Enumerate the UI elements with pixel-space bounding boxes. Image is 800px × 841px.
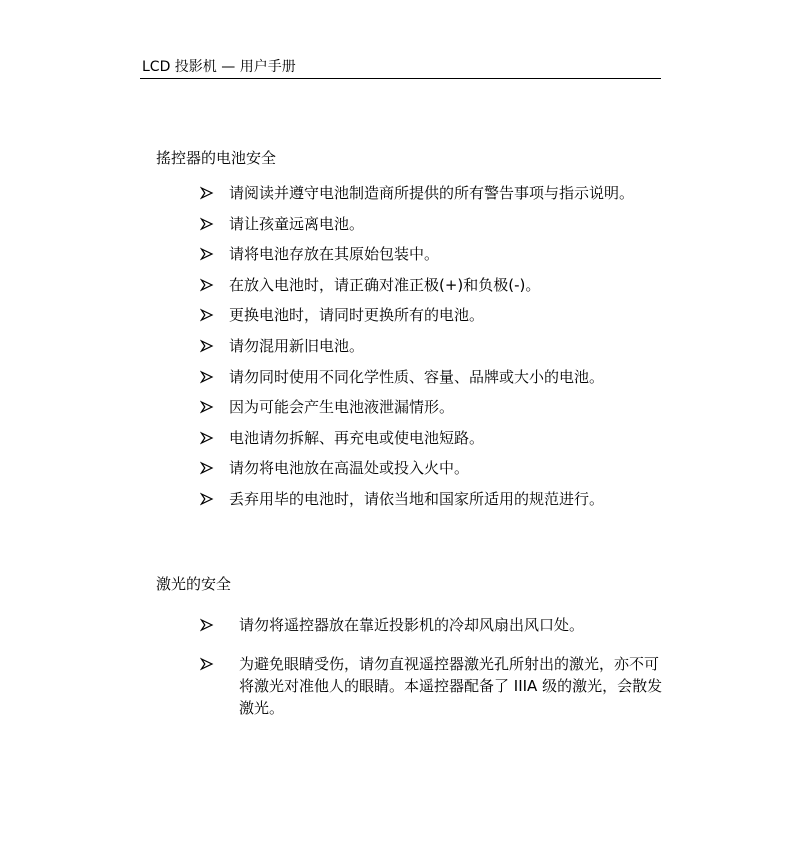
list-item bbox=[200, 366, 640, 388]
battery-safety-list bbox=[200, 182, 640, 519]
list-item-text: 请勿同时使用不同化学性质、容量、品牌或大小的电池。 bbox=[229, 367, 605, 386]
list-item bbox=[200, 427, 640, 449]
list-item bbox=[200, 274, 640, 296]
list-item-text: 丢弃用毕的电池时，请依当地和国家所适用的规范进行。 bbox=[229, 489, 605, 508]
list-item bbox=[200, 213, 640, 235]
list-item bbox=[200, 335, 640, 357]
section-title-laser-safety: 激光的安全 bbox=[156, 575, 232, 593]
list-item-text: 在放入电池时，请正确对准正极(+)和负极(-)。 bbox=[229, 275, 541, 294]
list-item-text: 请勿将遥控器放在靠近投影机的冷却风扇出风口处。 bbox=[239, 616, 585, 634]
arrow-bullet-icon bbox=[200, 304, 214, 326]
arrow-bullet-icon bbox=[200, 427, 214, 449]
list-item-text: 请让孩童远离电池。 bbox=[229, 214, 365, 233]
header-title: LCD 投影机 — 用户手册 bbox=[142, 59, 296, 75]
arrow-bullet-icon bbox=[200, 243, 214, 265]
arrow-bullet-icon bbox=[200, 396, 214, 418]
list-item bbox=[200, 182, 640, 204]
laser-safety-list bbox=[200, 614, 670, 736]
list-item-text: 请将电池存放在其原始包装中。 bbox=[229, 245, 440, 264]
list-item-text: 为避免眼睛受伤，请勿直视遥控器激光孔所射出的激光，亦不可将激光对准他人的眼睛。本遥控器配备了 IIIA 级的激光，会散发激光。 bbox=[239, 655, 663, 717]
list-item-text: 因为可能会产生电池液泄漏情形。 bbox=[229, 398, 455, 417]
list-item bbox=[200, 243, 640, 265]
arrow-bullet-icon bbox=[200, 653, 214, 675]
arrow-bullet-icon bbox=[200, 457, 214, 479]
list-item bbox=[200, 614, 670, 636]
arrow-bullet-icon bbox=[200, 335, 214, 357]
arrow-bullet-icon bbox=[200, 182, 214, 204]
page-header bbox=[140, 58, 661, 79]
list-item bbox=[200, 653, 670, 719]
section-title-battery-safety: 搖控器的电池安全 bbox=[156, 149, 277, 167]
arrow-bullet-icon bbox=[200, 274, 214, 296]
list-item-text: 请勿将电池放在高温处或投入火中。 bbox=[229, 459, 470, 478]
list-item bbox=[200, 488, 640, 510]
arrow-bullet-icon bbox=[200, 213, 214, 235]
arrow-bullet-icon bbox=[200, 488, 214, 510]
arrow-bullet-icon bbox=[200, 614, 214, 636]
list-item-text: 电池请勿拆解、再充电或使电池短路。 bbox=[229, 428, 485, 447]
list-item-text: 更换电池时，请同时更换所有的电池。 bbox=[229, 306, 485, 325]
list-item bbox=[200, 304, 640, 326]
list-item bbox=[200, 396, 640, 418]
arrow-bullet-icon bbox=[200, 366, 214, 388]
list-item-text: 请阅读并遵守电池制造商所提供的所有警告事项与指示说明。 bbox=[229, 184, 635, 202]
list-item bbox=[200, 457, 640, 479]
list-item-text: 请勿混用新旧电池。 bbox=[229, 336, 365, 355]
